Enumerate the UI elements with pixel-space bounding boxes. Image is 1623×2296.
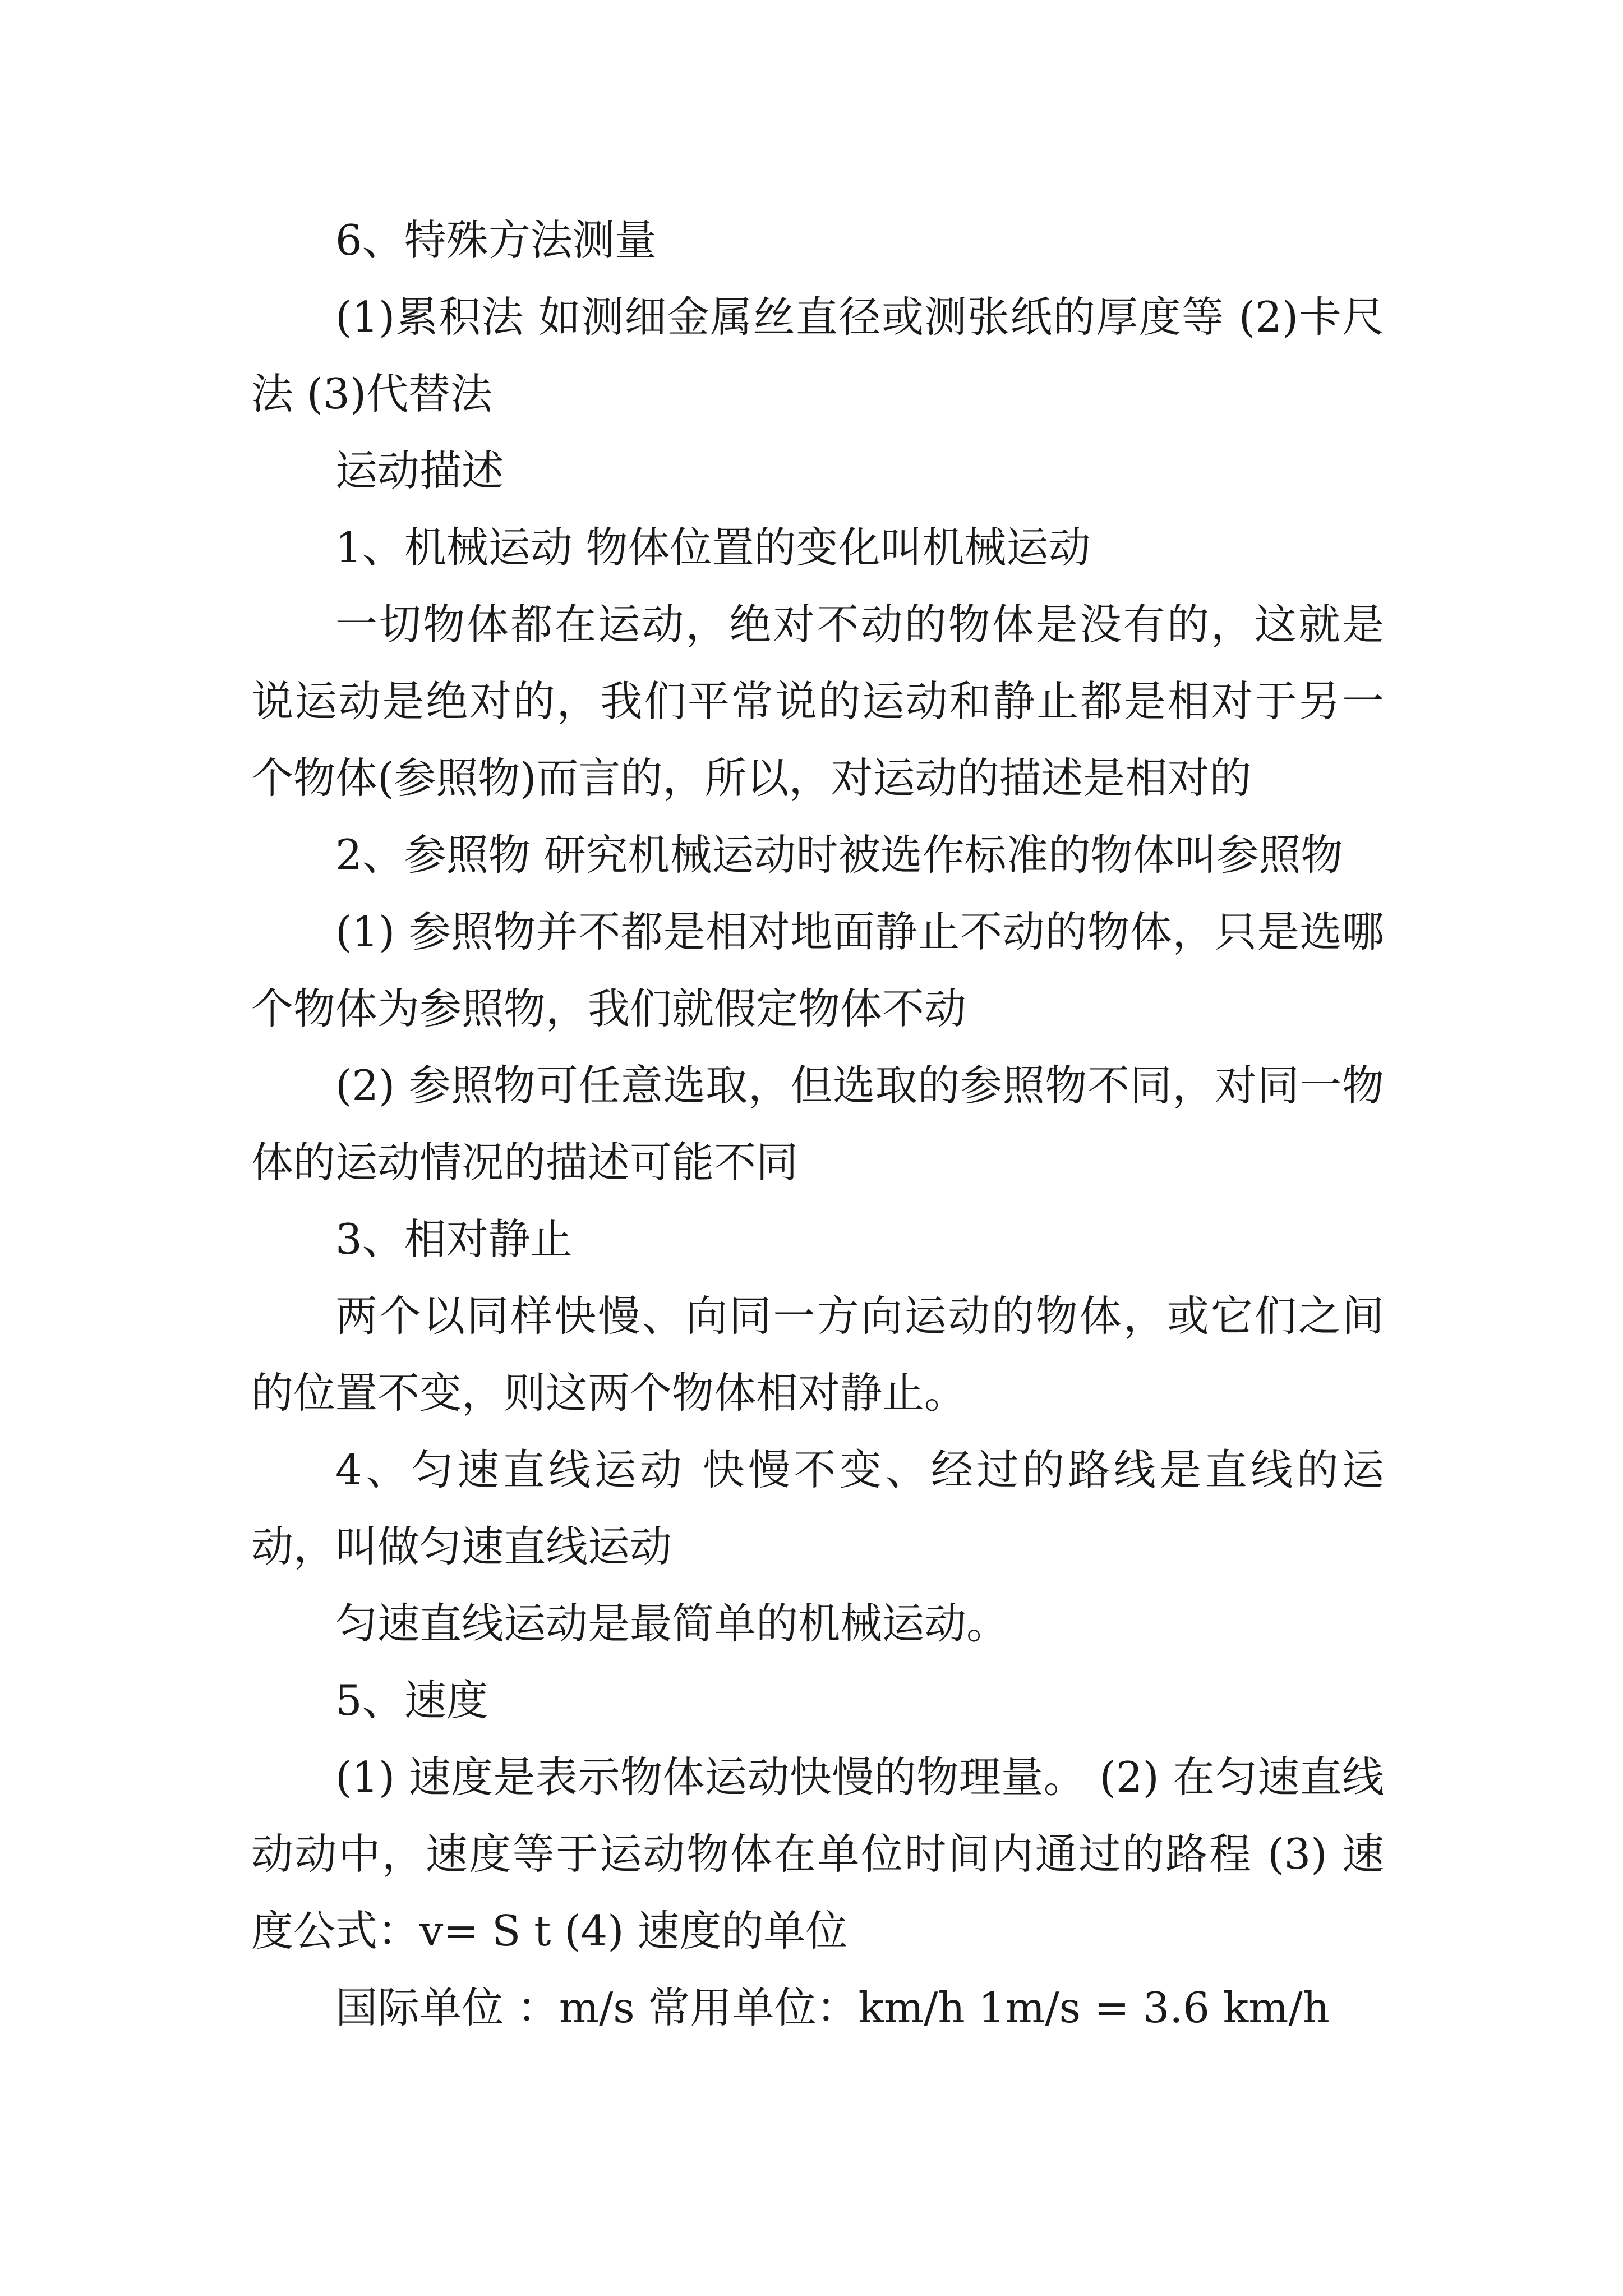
section-heading-motion-description: 运动描述 [335,446,504,495]
paragraph-simplest-motion: 匀速直线运动是最简单的机械运动。 [335,1599,1009,1648]
paragraph-measurement-methods: (1)累积法 如测细金属丝直径或测张纸的厚度等 (2)卡尺法 (3)代替法 [251,292,1384,418]
paragraph-reference-note-2: (2) 参照物可任意选取，但选取的参照物不同，对同一物体的运动情况的描述可能不同 [251,1061,1384,1187]
paragraph-reference-note-1: (1) 参照物并不都是相对地面静止不动的物体，只是选哪个物体为参照物，我们就假定物体不动 [251,907,1384,1033]
paragraph-reference-object: 2、参照物 研究机械运动时被选作标准的物体叫参照物 [335,830,1343,880]
section-heading-relative-rest: 3、相对静止 [335,1214,573,1264]
paragraph-relative-rest: 两个以同样快慢、向同一方向运动的物体，或它们之间的位置不变，则这两个物体相对静止。 [251,1291,1384,1418]
paragraph-speed-definition: (1) 速度是表示物体运动快慢的物理量。 (2) 在匀速直线动动中，速度等于运动物体在单位时间内通过的路程 (3) 速度公式：v= S t (4) 速度的单位 [251,1752,1384,1955]
document-body [251,202,1384,2046]
paragraph-speed-units: 国际单位 ：m/s 常用单位：km/h 1m/s = 3.6 km/h [335,1983,1330,2032]
paragraph-mechanical-motion: 1、机械运动 物体位置的变化叫机械运动 [335,523,1091,572]
paragraph-motion-relative: 一切物体都在运动，绝对不动的物体是没有的，这就是说运动是绝对的，我们平常说的运动和静止都是相对于另一个物体(参照物)而言的，所以，对运动的描述是相对的 [251,600,1384,803]
paragraph-uniform-linear-motion: 4、匀速直线运动 快慢不变、经过的路线是直线的运动，叫做匀速直线运动 [251,1445,1384,1571]
section-heading-speed: 5、速度 [335,1676,488,1725]
section-heading-special-methods: 6、特殊方法测量 [335,215,657,265]
